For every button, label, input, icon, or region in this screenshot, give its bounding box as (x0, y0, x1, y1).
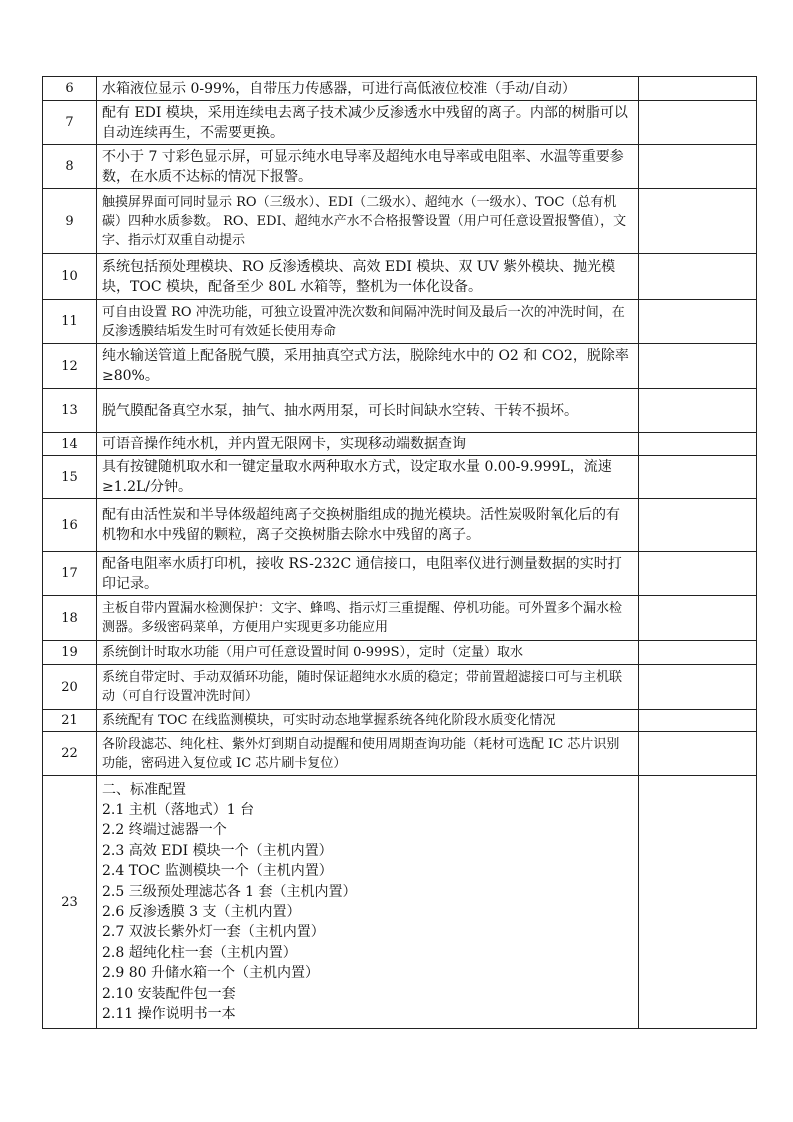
row-description: 纯水输送管道上配备脱气膜，采用抽真空式方法，脱除纯水中的 O2 和 CO2，脱除率≥80%。 (97, 344, 639, 389)
response-cell (639, 433, 757, 456)
table-row (43, 499, 757, 552)
row-number: 17 (43, 552, 97, 596)
row-description: 具有按键随机取水和一键定量取水两种取水方式，设定取水量 0.00-9.999L，流速≥1.2L/分钟。 (97, 456, 639, 499)
table-row (43, 552, 757, 596)
table-row (43, 456, 757, 499)
standard-config-cell (97, 776, 639, 1029)
row-description: 脱气膜配备真空水泵，抽气、抽水两用泵，可长时间缺水空转、干转不损坏。 (97, 389, 639, 433)
standard-config-heading: 二、标准配置 (102, 781, 186, 798)
row-number: 18 (43, 596, 97, 641)
table-row (43, 101, 757, 145)
standard-config-item: 2.4 TOC 监测模块一个（主机内置） (102, 863, 333, 880)
table-row (43, 189, 757, 254)
response-cell (639, 552, 757, 596)
row-description: 可自由设置 RO 冲洗功能，可独立设置冲洗次数和间隔冲洗时间及最后一次的冲洗时间，在反渗透膜结垢发生时可有效延长使用寿命 (97, 300, 639, 344)
row-description: 主板自带内置漏水检测保护：文字、蜂鸣、指示灯三重提醒、停机功能。可外置多个漏水检测器。多级密码菜单，方便用户实现更多功能应用 (97, 596, 639, 641)
row-description: 水箱液位显示 0-99%，自带压力传感器，可进行高低液位校准（手动/自动） (97, 77, 639, 101)
row-number: 7 (43, 101, 97, 145)
row-number: 13 (43, 389, 97, 433)
table-row (43, 300, 757, 344)
table-row (43, 665, 757, 710)
standard-config-item: 2.10 安装配件包一套 (102, 985, 236, 1002)
row-description: 配有 EDI 模块，采用连续电去离子技术减少反渗透水中残留的离子。内部的树脂可以自动连续再生，不需要更换。 (97, 101, 639, 145)
row-number: 14 (43, 433, 97, 456)
row-number: 8 (43, 145, 97, 189)
standard-config-item: 2.5 三级预处理滤芯各 1 套（主机内置） (102, 883, 357, 900)
standard-config-item: 2.2 终端过滤器一个 (102, 822, 227, 839)
row-description: 不小于 7 寸彩色显示屏，可显示纯水电导率及超纯水电导率或电阻率、水温等重要参数，在水质不达标的情况下报警。 (97, 145, 639, 189)
table-row (43, 596, 757, 641)
row-description: 系统包括预处理模块、RO 反渗透模块、高效 EDI 模块、双 UV 紫外模块、抛光模块，TOC 模块，配备至少 80L 水箱等，整机为一体化设备。 (97, 254, 639, 300)
table-row (43, 344, 757, 389)
row-description: 可语音操作纯水机，并内置无限网卡，实现移动端数据查询 (97, 433, 639, 456)
row-description: 配有由活性炭和半导体级超纯离子交换树脂组成的抛光模块。活性炭吸附氧化后的有机物和水中残留的颗粒，离子交换树脂去除水中残留的离子。 (97, 499, 639, 552)
row-number: 10 (43, 254, 97, 300)
standard-config-item: 2.9 80 升储水箱一个（主机内置） (102, 965, 319, 982)
row-description: 配备电阻率水质打印机，接收 RS-232C 通信接口，电阻率仪进行测量数据的实时打印记录。 (97, 552, 639, 596)
standard-config-item: 2.3 高效 EDI 模块一个（主机内置） (102, 842, 333, 859)
row-description: 系统配有 TOC 在线监测模块，可实时动态地掌握系统各纯化阶段水质变化情况 (97, 710, 639, 732)
row-number: 16 (43, 499, 97, 552)
row-description: 触摸屏界面可同时显示 RO（三级水）、EDI（二级水）、超纯水（一级水）、TOC（总有机碳）四种水质参数。 RO、EDI、超纯水产水不合格报警设置（用户可任意设置报警值），文字、指示灯双重自动提示 (97, 189, 639, 254)
table-row (43, 776, 757, 1029)
row-number: 20 (43, 665, 97, 710)
table-row (43, 732, 757, 776)
table-row (43, 710, 757, 732)
spec-page (42, 76, 742, 1029)
table-row (43, 77, 757, 101)
standard-config-item: 2.6 反渗透膜 3 支（主机内置） (102, 904, 301, 920)
row-number: 9 (43, 189, 97, 254)
response-cell (639, 145, 757, 189)
response-cell (639, 254, 757, 300)
response-cell (639, 665, 757, 710)
table-row (43, 145, 757, 189)
row-description: 各阶段滤芯、纯化柱、紫外灯到期自动提醒和使用周期查询功能（耗材可选配 IC 芯片识别功能，密码进入复位或 IC 芯片刷卡复位） (97, 732, 639, 776)
response-cell (639, 456, 757, 499)
row-number: 6 (43, 77, 97, 101)
response-cell (639, 710, 757, 732)
table-row (43, 389, 757, 433)
response-cell (639, 641, 757, 665)
standard-config-item: 2.7 双波长紫外灯一套（主机内置） (102, 924, 325, 941)
row-number: 11 (43, 300, 97, 344)
row-number: 23 (43, 776, 97, 1029)
response-cell (639, 776, 757, 1029)
response-cell (639, 189, 757, 254)
response-cell (639, 389, 757, 433)
spec-table (42, 76, 757, 1029)
table-row (43, 433, 757, 456)
response-cell (639, 732, 757, 776)
row-number: 19 (43, 641, 97, 665)
standard-config-item: 2.8 超纯化柱一套（主机内置） (102, 944, 297, 961)
standard-config-item: 2.11 操作说明书一本 (102, 1006, 236, 1023)
row-description: 系统倒计时取水功能（用户可任意设置时间 0-999S），定时（定量）取水 (97, 641, 639, 665)
row-number: 22 (43, 732, 97, 776)
response-cell (639, 101, 757, 145)
standard-config-item: 2.1 主机（落地式）1 台 (102, 801, 255, 818)
row-number: 15 (43, 456, 97, 499)
table-row (43, 254, 757, 300)
row-number: 12 (43, 344, 97, 389)
response-cell (639, 596, 757, 641)
response-cell (639, 344, 757, 389)
table-row (43, 641, 757, 665)
row-number: 21 (43, 710, 97, 732)
response-cell (639, 300, 757, 344)
response-cell (639, 499, 757, 552)
row-description: 系统自带定时、手动双循环功能，随时保证超纯水水质的稳定；带前置超滤接口可与主机联动（可自行设置冲洗时间） (97, 665, 639, 710)
response-cell (639, 77, 757, 101)
